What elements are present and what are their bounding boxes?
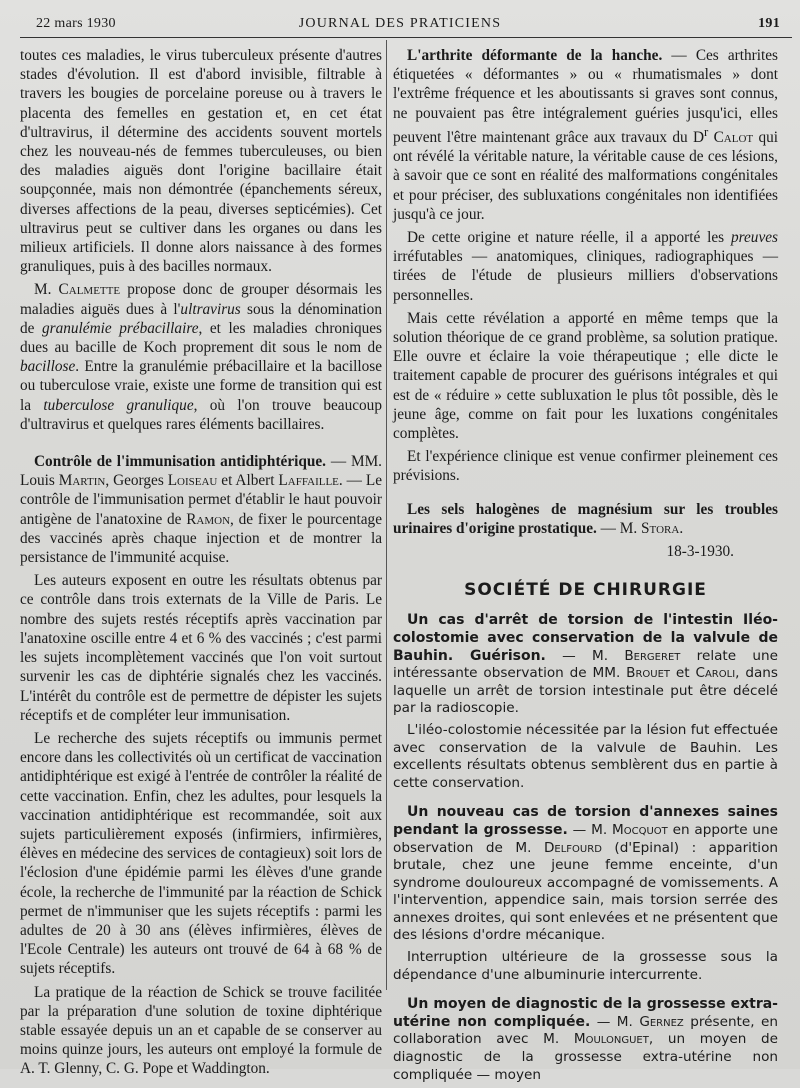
article-magnesium: Les sels halogènes de magnésium sur les troubles urinaires d'origine prostatique. — M. Stora. xyxy=(393,500,778,537)
page-number: 191 xyxy=(758,16,780,31)
article-torsion-annexes: Un nouveau cas de torsion d'annexes saines pendant la grossesse. — M. Mocquot en apporte une observation de M. Delfourd (d'Epinal) : apparition brutale, chez une jeune femme enceinte, d'un syndrome douloureux accompagné de vomissements. A l'intervention, appendice sain, mais torsion serrée des annexes droites, qui sont enlevées et ne présentent que des lésions d'ordre mécanique. xyxy=(393,804,779,944)
section-title: SOCIÉTÉ DE CHIRURGIE xyxy=(464,580,707,601)
paragraph-results: Les auteurs exposent en outre les résultats obtenus par ce contrôle dans trois externats de la Ville de Paris. Le nombre des sujets restés réceptifs après vaccination par l'anatoxine oscille entre 4 et 6 % des vaccinés ; c'est parmi les sujets incomplètement vaccinés que l'on voit surtout survenir les cas de diphtérie signalés chez les vaccinés. L'intérêt du contrôle est de permettre de dépister les sujets réceptifs et de compléter leur immunisation. xyxy=(20,572,382,724)
article-heading: Contrôle de l'immunisation antidiphtérique. xyxy=(34,453,326,471)
article-heading: Un cas d'arrêt de torsion de l'intestin Iléo-colostomie avec conservation de la valvule de Bauhin. Guérison. xyxy=(393,612,778,664)
article-heading: Un moyen de diagnostic de la grossesse extra-utérine non compliquée. xyxy=(393,996,778,1030)
article-immunisation: Contrôle de l'immunisation antidiphtérique. — MM. Louis Martin, Georges Loiseau et Albert Laffaille. — Le contrôle de l'immunisation permet d'établir le haut pouvoir antigène de l'anatoxine de Ramon, de fixer le pourcentage des vaccinés après chaque injection et de montrer la persistance de l'immunité acquise. xyxy=(20,453,383,567)
page-header xyxy=(0,12,800,38)
header-date: 22 mars 1930 xyxy=(36,16,116,31)
journal-title: JOURNAL DES PRATICIENS xyxy=(298,16,502,31)
paragraph-calmette: M. Calmette propose donc de grouper désormais les maladies aiguës dues à l'ultravirus sous la dénomination de granulémie prébacillaire, et les maladies chroniques dues au bacille de Koch proprement dit sous le nom de bacillose. Entre la granulémie prébacillaire et la bacillose ou tuberculose vraie, existe une forme de transition qui est la tuberculose granulique, où l'on trouve beaucoup d'ultravirus et quelques rares éléments bacillaires. xyxy=(20,281,382,433)
author-name: M. Calmette xyxy=(34,281,121,299)
article-heading: L'arthrite déformante de la hanche. xyxy=(407,47,663,64)
paragraph-ultravirus: toutes ces maladies, le virus tuberculeux présente d'autres stades d'évolution. Il est d'abord invisible, filtrable à travers les bougies de porcelaine poreuse ou à travers le placenta des femelles en gestation et, en cet état d'ultravirus, il détermine des accidents souvent mortels chez les nouveau-nés de femmes tuberculeuses, ou bien des maladies aiguës dont l'origine bacillaire était soupçonnée, mais non démontrée (épanchements séreux, diverses affections de la peau, diverses septicémies). Cet ultravirus peut se cultiver dans les organes ou dans les milieux artificiels. Il donne alors naissance à des formes granuliques, puis à des bacilles normaux. xyxy=(20,47,382,276)
article-heading: Les sels halogènes de magnésium sur les troubles urinaires d'origine prostatique. xyxy=(393,500,778,537)
paragraph-preuves: De cette origine et nature réelle, il a apporté les preuves irréfutables — anatomiques, cliniques, radiographiques — tirées de l'étude de plusieurs milliers d'observations personnelles. xyxy=(393,228,778,304)
right-column xyxy=(393,46,778,1088)
paragraph-toxine: La pratique de la réaction de Schick se trouve facilitée par la préparation d'une solution de toxine diphtérique stable essayée depuis un an et capable de se conserver au moins quinze jours, les auteurs ont employé la formule de A. T. Glenny, C. G. Pope et Waddington. xyxy=(20,983,382,1078)
paragraph-interruption: Interruption ultérieure de la grossesse sous la dépendance d'une albuminurie intercurrente. xyxy=(393,949,778,983)
article-date: 18-3-1930. xyxy=(666,542,734,560)
paragraph-revelation: Mais cette révélation a apporté en même temps que la solution théorique de ce grand problème, sa solution pratique. Elle ouvre et éclaire la voie thérapeutique ; elle dicte le traitement capable de procurer des guérisons intégrales et qui est de « réduire » cette subluxation le plus tôt possible, dès le jeune âge, comme on fait pour les luxations congénitales complètes. xyxy=(393,309,778,442)
column-divider xyxy=(386,40,387,990)
article-grossesse-extra-uterine: Un moyen de diagnostic de la grossesse extra-utérine non compliquée. — M. Gernez présente, en collaboration avec M. Moulonguet, un moyen de diagnostic de la grossesse extra-utérine non compliquée — moyen xyxy=(393,996,779,1083)
paragraph-ileo-colostomie: L'iléo-colostomie nécessitée par la lésion fut effectuée avec conservation de la valvule de Bauhin. Les excellents résultats obtenus semblèrent dus en partie à cette conservation. xyxy=(393,721,778,791)
article-heading: Un nouveau cas de torsion d'annexes saines pendant la grossesse. xyxy=(393,804,778,838)
article-arthrite: L'arthrite déformante de la hanche. — Ces arthrites étiquetées « déformantes » ou « rhumatismales » dont l'extrême fréquence et les aboutissants si graves sont connus, ne pouvaient pas être intégralement guéries jusqu'ici, elles peuvent l'être maintenant grâce aux travaux du $D^r$ Calot qui ont révélé la véritable nature, la véritable cause de ces lésions, à savoir que ce sont en réalité des malformations congénitales et pour préciser, des subluxations congénitales non identifiées jusqu'à ce jour. xyxy=(393,47,778,223)
article-torsion-intestin: Un cas d'arrêt de torsion de l'intestin Iléo-colostomie avec conservation de la valvule de Bauhin. Guérison. — M. Bergeret relate une intéressante observation de MM. Brouet et Caroli, dans laquelle un arrêt de torsion intestinale put être décelé par la radioscopie. xyxy=(393,612,778,717)
left-column xyxy=(20,46,382,1083)
header-rule xyxy=(20,37,792,38)
paragraph-experience: Et l'expérience clinique est venue confirmer pleinement ces prévisions. xyxy=(393,448,778,485)
paragraph-schick: Le recherche des sujets réceptifs ou immunis permet encore dans les collectivités où un certificat de vaccination antidiphtérique est exigé à l'entrée de contrôler la réalité de cette vaccination. Enfin, chez les adultes, pour lesquels la vaccination antidiphtérique est recommandée, soit aux sujets particulièrement exposés (infirmiers, infirmières, élèves en médecine des services de contagieux) soit lors de l'éclosion d'une épidémie parmi les élèves d'une grande école, la recherche de l'immunité par la réaction de Schick permet de n'immuniser que les sujets réceptifs : parmi les adultes de 20 à 30 ans (élèves infirmières, élèves de l'Ecole Centrale) les auteurs ont trouvé de 64 à 68 % de sujets réceptifs. xyxy=(20,729,382,978)
